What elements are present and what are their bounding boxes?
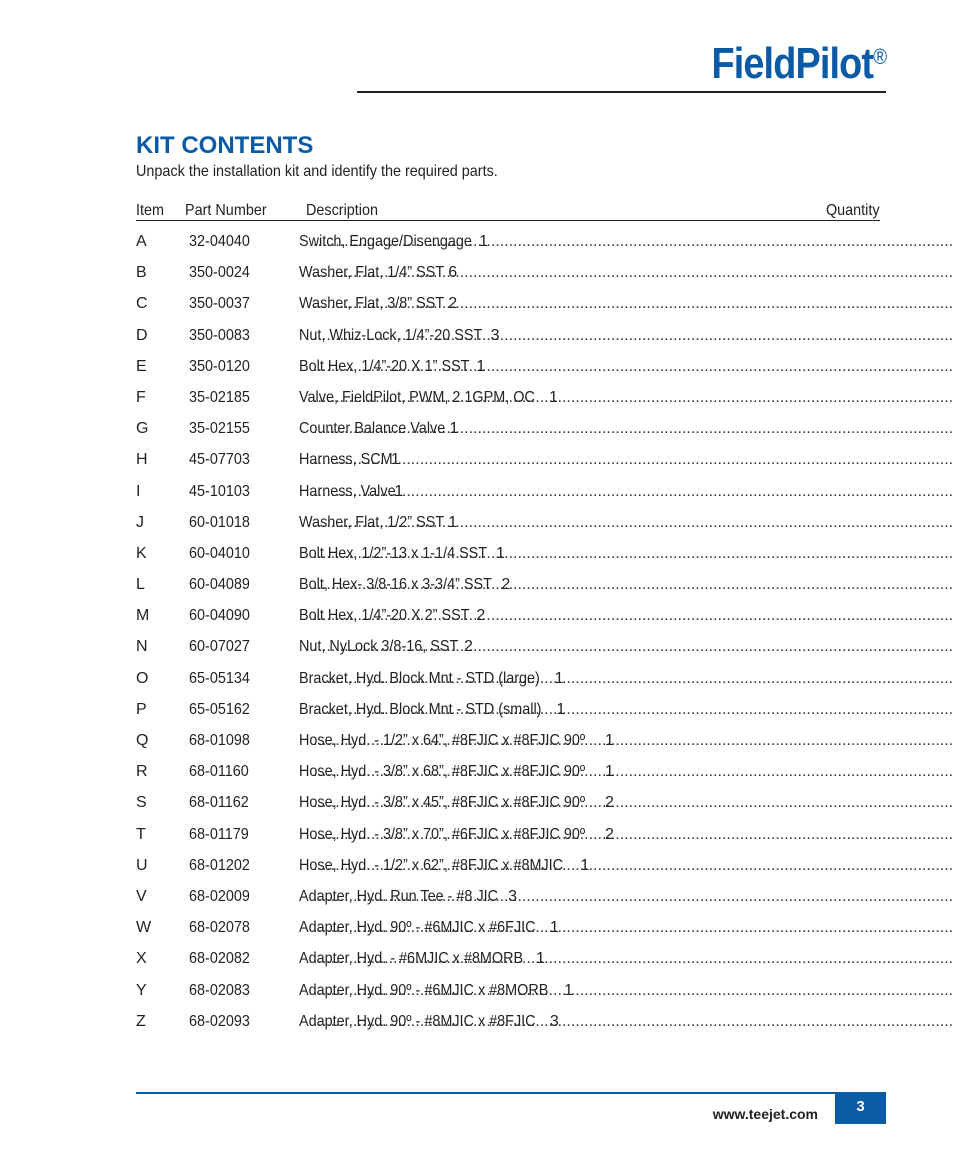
row-part-number: 68-01162	[189, 794, 249, 812]
row-part-number: 68-01160	[189, 763, 249, 781]
leader-dots	[313, 670, 954, 688]
row-item: Z	[136, 1012, 146, 1030]
row-part-number: 350-0120	[189, 357, 250, 375]
row-quantity: 1	[479, 233, 489, 250]
row-description: Hose, Hyd. - 3/8” x 68”, #8FJIC x #8FJIC 90º	[299, 763, 586, 781]
row-item: J	[136, 513, 144, 531]
row-item: M	[136, 607, 150, 625]
header-underline	[136, 220, 880, 221]
row-description: Adapter, Hyd. 90º - #6MJIC x #6FJIC	[299, 919, 536, 937]
row-item: D	[136, 326, 148, 344]
row-description: Washer, Flat, 1/2” SST	[299, 513, 445, 531]
row-description: Adapter, Hyd. 90º - #8MJIC x #8FJIC	[299, 1012, 536, 1030]
row-quantity: 1	[554, 669, 564, 687]
table-row	[136, 483, 866, 514]
table-row	[136, 794, 866, 825]
row-description-line	[299, 1013, 866, 1031]
row-description: Bolt Hex, 1/4”-20 X 1” SST	[299, 357, 470, 375]
table-row	[136, 327, 866, 358]
row-quantity: 1	[564, 981, 573, 999]
row-item: L	[136, 576, 145, 594]
row-description-line	[299, 420, 866, 438]
row-quantity: 3	[490, 326, 500, 344]
table-row	[136, 451, 866, 482]
row-quantity: 1	[476, 357, 486, 375]
leader-dots	[313, 358, 954, 376]
leader-dots	[313, 389, 954, 407]
row-quantity: 1	[604, 763, 614, 781]
row-description: Switch, Engage/Disengage	[299, 233, 472, 250]
brand-logo	[711, 39, 886, 88]
row-quantity: 1	[604, 732, 614, 749]
row-description-line	[299, 888, 866, 906]
row-description-line	[299, 233, 866, 251]
row-part-number: 68-01179	[189, 825, 249, 843]
table-row	[136, 950, 866, 981]
row-description-line	[299, 607, 866, 625]
row-description: Adapter, Hyd. - #6MJIC x #8MORB	[299, 950, 524, 968]
row-part-number: 45-10103	[189, 482, 250, 500]
row-description-line	[299, 794, 866, 812]
leader-dots	[313, 295, 954, 313]
row-description-line	[299, 545, 866, 563]
row-item: X	[136, 950, 147, 968]
row-description: Hose, Hyd. - 3/8” x 70”, #6FJIC x #8FJIC 90º	[299, 825, 586, 843]
table-row	[136, 919, 866, 950]
row-description-line	[299, 358, 866, 376]
row-item: W	[136, 919, 152, 937]
row-quantity: 1	[549, 919, 559, 937]
row-part-number: 32-04040	[189, 233, 250, 250]
table-row	[136, 233, 866, 264]
row-quantity: 2	[604, 825, 614, 843]
leader-dots	[313, 919, 954, 937]
row-quantity: 2	[448, 295, 458, 313]
col-header-item: Item	[136, 202, 165, 219]
leader-dots	[313, 607, 954, 625]
row-item: Q	[136, 732, 149, 749]
table-row	[136, 264, 866, 295]
row-description-line	[299, 763, 866, 781]
row-description-line	[299, 732, 866, 750]
row-description: Harness, SCM	[299, 451, 393, 469]
row-part-number: 60-04090	[189, 607, 250, 625]
row-item: F	[136, 388, 146, 406]
table-row	[136, 576, 866, 607]
leader-dots	[313, 857, 954, 875]
row-description-line	[299, 514, 866, 532]
section-title: KIT CONTENTS	[136, 132, 314, 159]
row-part-number: 68-02082	[189, 950, 250, 968]
leader-dots	[313, 888, 954, 906]
row-description-line	[299, 857, 866, 875]
row-quantity: 6	[448, 264, 458, 282]
row-item: B	[136, 264, 147, 282]
row-quantity: 1	[495, 544, 505, 562]
leader-dots	[313, 576, 954, 594]
col-header-quantity: Quantity	[826, 202, 880, 219]
row-item: I	[136, 482, 141, 500]
row-part-number: 350-0083	[189, 326, 250, 344]
table-row	[136, 670, 866, 701]
table-row	[136, 295, 866, 326]
leader-dots	[313, 701, 954, 719]
row-description: Harness, Valve	[299, 482, 396, 500]
row-part-number: 35-02155	[189, 420, 250, 438]
row-description: Nut, Whiz-Lock, 1/4”-20 SST	[299, 326, 483, 344]
row-part-number: 60-04089	[189, 576, 250, 594]
row-description-line	[299, 451, 866, 469]
row-description-line	[299, 327, 866, 345]
row-part-number: 68-02093	[189, 1012, 250, 1030]
section-subtitle: Unpack the installation kit and identify the required parts.	[136, 163, 498, 180]
table-row	[136, 857, 866, 888]
table-row	[136, 358, 866, 389]
row-description: Bracket, Hyd. Block Mnt - STD (small)	[299, 700, 542, 718]
row-item: A	[136, 233, 147, 250]
row-quantity: 1	[394, 482, 404, 500]
row-part-number: 68-01098	[189, 732, 250, 749]
leader-dots	[313, 794, 954, 812]
leader-dots	[313, 732, 954, 750]
row-item: O	[136, 669, 149, 687]
leader-dots	[313, 950, 954, 968]
row-quantity: 1	[556, 700, 566, 718]
row-item: H	[136, 451, 148, 469]
table-row	[136, 1013, 866, 1044]
leader-dots	[313, 451, 954, 469]
row-part-number: 68-02009	[189, 887, 250, 905]
row-item: E	[136, 357, 147, 375]
table-row	[136, 888, 866, 919]
row-quantity: 3	[508, 887, 518, 905]
row-quantity: 1	[448, 513, 458, 531]
row-quantity: 1	[549, 388, 558, 406]
table-row	[136, 763, 866, 794]
row-quantity: 2	[463, 638, 473, 656]
row-description: Bolt, Hex- 3/8-16 x 3-3/4” SST	[299, 576, 492, 594]
row-description: Valve, FieldPilot, PWM, 2.1GPM, OC	[299, 388, 535, 406]
leader-dots	[313, 327, 954, 345]
row-description: Adapter, Hyd. Run Tee - #8 JIC	[299, 887, 499, 905]
leader-dots	[313, 420, 954, 438]
row-description: Washer, Flat, 3/8” SST	[299, 295, 445, 313]
table-row	[136, 545, 866, 576]
row-item: N	[136, 638, 148, 656]
row-quantity: 3	[549, 1012, 559, 1030]
row-description-line	[299, 701, 866, 719]
row-part-number: 68-01202	[189, 856, 250, 874]
header-rule	[357, 91, 886, 93]
row-description-line	[299, 982, 866, 1000]
parts-list	[136, 233, 866, 1044]
table-header	[136, 202, 880, 222]
row-description: Washer, Flat, 1/4” SST	[299, 264, 445, 282]
table-row	[136, 514, 866, 545]
row-quantity: 1	[449, 420, 459, 438]
leader-dots	[313, 638, 954, 656]
row-description-line	[299, 264, 866, 282]
row-item: S	[136, 794, 147, 812]
page-number: 3	[835, 1092, 886, 1124]
leader-dots	[313, 514, 954, 532]
table-row	[136, 420, 866, 451]
row-item: U	[136, 856, 148, 874]
row-item: V	[136, 887, 147, 905]
footer-url: www.teejet.com	[712, 1106, 818, 1122]
row-part-number: 45-07703	[189, 451, 250, 469]
row-quantity: 1	[535, 950, 545, 968]
row-description: Hose, Hyd. - 3/8” x 45”, #8FJIC x #8FJIC 90º	[299, 794, 586, 812]
row-quantity: 2	[476, 607, 486, 625]
leader-dots	[313, 233, 954, 251]
table-row	[136, 982, 866, 1013]
row-description: Bracket, Hyd. Block Mnt - STD (large)	[299, 669, 540, 687]
row-description: Counter Balance Valve	[299, 420, 446, 438]
table-row	[136, 732, 866, 763]
table-row	[136, 701, 866, 732]
row-description-line	[299, 670, 866, 688]
row-description: Hose, Hyd. - 1/2” x 64”, #8FJIC x #8FJIC 90º	[299, 732, 586, 749]
row-part-number: 65-05162	[189, 700, 250, 718]
row-description: Hose, Hyd. - 1/2” x 62”, #8FJIC x #8MJIC	[299, 856, 564, 874]
row-item: R	[136, 763, 148, 781]
row-quantity: 1	[391, 451, 400, 469]
row-description-line	[299, 950, 866, 968]
col-header-part: Part Number	[185, 202, 267, 219]
row-description: Nut, NyLock 3/8-16, SST	[299, 638, 459, 656]
table-row	[136, 389, 866, 420]
leader-dots	[313, 763, 954, 781]
row-part-number: 35-02185	[189, 388, 250, 406]
row-part-number: 60-01018	[189, 513, 250, 531]
row-description-line	[299, 576, 866, 594]
leader-dots	[313, 1013, 954, 1031]
row-description-line	[299, 919, 866, 937]
row-description: Bolt Hex, 1/4”-20 X 2” SST	[299, 607, 470, 625]
row-part-number: 350-0037	[189, 295, 250, 313]
table-row	[136, 638, 866, 669]
leader-dots	[313, 826, 954, 844]
leader-dots	[313, 264, 954, 282]
leader-dots	[313, 545, 954, 563]
table-row	[136, 826, 866, 857]
brand-name: FieldPilot	[711, 39, 873, 88]
table-row	[136, 607, 866, 638]
row-description-line	[299, 483, 866, 501]
leader-dots	[313, 483, 954, 501]
footer-rule	[136, 1092, 886, 1094]
row-item: T	[136, 825, 146, 843]
leader-dots	[313, 982, 954, 1000]
row-quantity: 2	[501, 576, 511, 594]
col-header-description: Description	[306, 202, 379, 219]
row-description-line	[299, 389, 866, 407]
row-part-number: 65-05134	[189, 669, 250, 687]
row-part-number: 68-02078	[189, 919, 250, 937]
row-description-line	[299, 826, 866, 844]
row-part-number: 60-07027	[189, 638, 250, 656]
row-description-line	[299, 295, 866, 313]
row-description: Bolt Hex, 1/2”-13 x 1-1/4 SST	[299, 544, 488, 562]
row-item: G	[136, 420, 149, 438]
row-item: K	[136, 544, 147, 562]
row-description: Adapter, Hyd. 90º - #6MJIC x #8MORB	[299, 981, 549, 999]
row-description-line	[299, 638, 866, 656]
row-quantity: 1	[580, 856, 590, 874]
row-part-number: 68-02083	[189, 981, 250, 999]
row-item: Y	[136, 981, 147, 999]
registered-mark: ®	[872, 44, 886, 69]
row-quantity: 2	[604, 794, 614, 812]
row-item: C	[136, 295, 148, 313]
row-part-number: 60-04010	[189, 544, 250, 562]
row-item: P	[136, 700, 147, 718]
row-part-number: 350-0024	[189, 264, 250, 282]
